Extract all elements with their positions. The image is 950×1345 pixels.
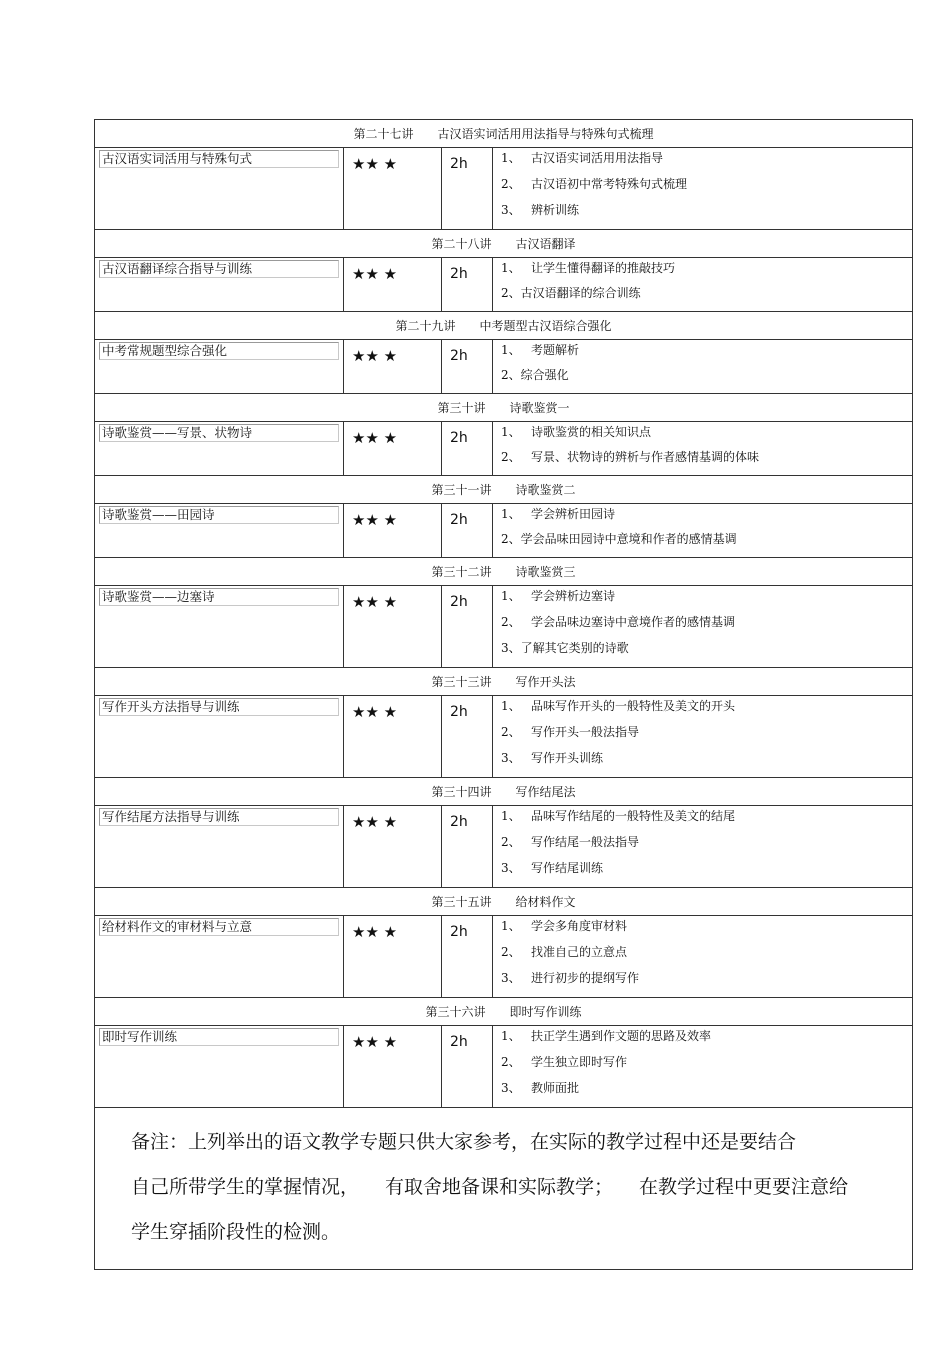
content-items [493, 258, 913, 312]
difficulty-stars: ★★ ★ [344, 340, 442, 394]
item-number: 2、 [501, 945, 521, 959]
content-item [501, 1081, 912, 1107]
topic-field: 诗歌鉴赏——写景、状物诗 [99, 424, 339, 442]
item-number: 1、 [501, 1029, 521, 1043]
outline-table [94, 119, 913, 1270]
item-text: 写景、状物诗的辨析与作者感情基调的体味 [531, 450, 760, 464]
topic-field: 即时写作训练 [99, 1028, 339, 1046]
item-text: 学会品味田园诗中意境和作者的感情基调 [520, 532, 737, 546]
lecture-detail-row [95, 1026, 913, 1108]
lecture-detail-row [95, 148, 913, 230]
topic-field: 写作结尾方法指导与训练 [99, 808, 339, 826]
topic-cell [95, 696, 344, 778]
content-items [493, 504, 913, 558]
lecture-title: 诗歌鉴赏三 [515, 565, 576, 579]
content-item [501, 971, 912, 997]
content-item [501, 1055, 912, 1081]
lecture-title: 即时写作训练 [509, 1005, 582, 1019]
lecture-number: 第二十八讲 [431, 237, 492, 251]
lecture-number: 第三十六讲 [425, 1005, 486, 1019]
item-number: 2、 [501, 368, 521, 382]
lecture-header [95, 558, 913, 586]
note-row [95, 1108, 913, 1270]
lecture-header [95, 778, 913, 806]
content-item [501, 641, 912, 667]
topic-cell [95, 148, 344, 230]
lecture-number: 第三十四讲 [431, 785, 492, 799]
content-items [493, 916, 913, 998]
difficulty-stars: ★★ ★ [344, 148, 442, 230]
item-number: 1、 [501, 589, 521, 603]
item-text: 扶正学生遇到作文题的思路及效率 [531, 1029, 712, 1043]
lecture-number: 第三十讲 [437, 401, 486, 415]
item-text: 诗歌鉴赏的相关知识点 [531, 425, 652, 439]
content-item [501, 699, 912, 725]
duration-hours: 2h [442, 148, 493, 230]
content-item [501, 589, 912, 615]
item-number: 2、 [501, 177, 521, 191]
content-item [501, 919, 912, 945]
note-cell [95, 1108, 913, 1270]
outline-body [95, 120, 913, 1270]
content-item [501, 532, 912, 557]
item-number: 2、 [501, 835, 521, 849]
item-text: 了解其它类别的诗歌 [520, 641, 629, 655]
lecture-header [95, 312, 913, 340]
lecture-detail-row [95, 340, 913, 394]
difficulty-stars: ★★ ★ [344, 586, 442, 668]
item-text: 综合强化 [520, 368, 569, 382]
topic-cell [95, 806, 344, 888]
topic-cell [95, 340, 344, 394]
lecture-header-row [95, 394, 913, 422]
item-number: 3、 [501, 1081, 521, 1095]
lecture-number: 第二十七讲 [353, 127, 414, 141]
difficulty-stars: ★★ ★ [344, 916, 442, 998]
topic-field: 中考常规题型综合强化 [99, 342, 339, 360]
content-items [493, 340, 913, 394]
item-number: 2、 [501, 286, 521, 300]
content-item [501, 203, 912, 229]
note-line-1: 备注：上列举出的语文教学专题只供大家参考，在实际的教学过程中还是要结合 [131, 1131, 797, 1153]
lecture-detail-row [95, 258, 913, 312]
lecture-header-row [95, 476, 913, 504]
item-number: 3、 [501, 203, 521, 217]
difficulty-stars: ★★ ★ [344, 504, 442, 558]
course-outline-table [94, 119, 912, 1270]
lecture-number: 第三十五讲 [431, 895, 492, 909]
lecture-header-row [95, 778, 913, 806]
duration-hours: 2h [442, 258, 493, 312]
content-item [501, 835, 912, 861]
content-items [493, 806, 913, 888]
lecture-title: 中考题型古汉语综合强化 [479, 319, 612, 333]
item-number: 3、 [501, 861, 521, 875]
item-number: 3、 [501, 971, 521, 985]
topic-field: 写作开头方法指导与训练 [99, 698, 339, 716]
content-item [501, 177, 912, 203]
item-text: 进行初步的提纲写作 [531, 971, 640, 985]
topic-cell [95, 504, 344, 558]
duration-hours: 2h [442, 696, 493, 778]
item-text: 学会辨析边塞诗 [531, 589, 616, 603]
note-line-3: 学生穿插阶段性的检测。 [131, 1221, 341, 1243]
duration-hours: 2h [442, 586, 493, 668]
item-text: 品味写作结尾的一般特性及美文的结尾 [531, 809, 736, 823]
item-text: 写作结尾训练 [531, 861, 604, 875]
lecture-header-row [95, 668, 913, 696]
content-item [501, 615, 912, 641]
lecture-number: 第三十一讲 [431, 483, 492, 497]
lecture-header-row [95, 998, 913, 1026]
lecture-number: 第三十三讲 [431, 675, 492, 689]
lecture-header-row [95, 230, 913, 258]
content-items [493, 1026, 913, 1108]
lecture-detail-row [95, 916, 913, 998]
lecture-header [95, 120, 913, 148]
content-item [501, 450, 912, 475]
lecture-detail-row [95, 586, 913, 668]
lecture-detail-row [95, 422, 913, 476]
item-text: 学会品味边塞诗中意境作者的感情基调 [531, 615, 736, 629]
duration-hours: 2h [442, 916, 493, 998]
lecture-header [95, 394, 913, 422]
content-items [493, 148, 913, 230]
content-item [501, 1029, 912, 1055]
item-number: 2、 [501, 1055, 521, 1069]
difficulty-stars: ★★ ★ [344, 1026, 442, 1108]
topic-field: 给材料作文的审材料与立意 [99, 918, 339, 936]
item-number: 1、 [501, 699, 521, 713]
item-number: 1、 [501, 343, 521, 357]
lecture-detail-row [95, 504, 913, 558]
item-text: 学生独立即时写作 [531, 1055, 628, 1069]
topic-field: 诗歌鉴赏——边塞诗 [99, 588, 339, 606]
difficulty-stars: ★★ ★ [344, 696, 442, 778]
item-number: 3、 [501, 751, 521, 765]
item-text: 写作结尾一般法指导 [531, 835, 640, 849]
item-number: 1、 [501, 809, 521, 823]
content-items [493, 422, 913, 476]
content-item [501, 343, 912, 368]
content-item [501, 368, 912, 393]
topic-field: 古汉语实词活用与特殊句式 [99, 150, 339, 168]
item-text: 古汉语实词活用用法指导 [531, 151, 664, 165]
topic-field: 古汉语翻译综合指导与训练 [99, 260, 339, 278]
lecture-number: 第二十九讲 [395, 319, 456, 333]
lecture-title: 诗歌鉴赏二 [515, 483, 576, 497]
item-number: 1、 [501, 151, 521, 165]
topic-cell [95, 586, 344, 668]
content-item [501, 151, 912, 177]
content-items [493, 696, 913, 778]
item-number: 2、 [501, 450, 521, 464]
content-item [501, 861, 912, 887]
lecture-header-row [95, 888, 913, 916]
lecture-header [95, 668, 913, 696]
lecture-header [95, 888, 913, 916]
item-number: 2、 [501, 615, 521, 629]
note-line-2b: 有取舍地备课和实际教学； [385, 1176, 614, 1198]
lecture-header-row [95, 120, 913, 148]
lecture-header [95, 230, 913, 258]
item-text: 写作开头一般法指导 [531, 725, 640, 739]
lecture-title: 写作开头法 [515, 675, 576, 689]
topic-cell [95, 916, 344, 998]
item-text: 让学生懂得翻译的推敲技巧 [531, 261, 676, 275]
lecture-title: 古汉语翻译 [515, 237, 576, 251]
item-number: 1、 [501, 425, 521, 439]
duration-hours: 2h [442, 504, 493, 558]
note-line-2a: 自己所带学生的掌握情况， [131, 1176, 360, 1198]
item-text: 品味写作开头的一般特性及美文的开头 [531, 699, 736, 713]
duration-hours: 2h [442, 422, 493, 476]
item-number: 3、 [501, 641, 521, 655]
topic-cell [95, 258, 344, 312]
content-item [501, 286, 912, 311]
topic-field: 诗歌鉴赏——田园诗 [99, 506, 339, 524]
difficulty-stars: ★★ ★ [344, 422, 442, 476]
item-text: 学会辨析田园诗 [531, 507, 616, 521]
lecture-title: 诗歌鉴赏一 [509, 401, 570, 415]
lecture-detail-row [95, 696, 913, 778]
lecture-number: 第三十二讲 [431, 565, 492, 579]
lecture-title: 写作结尾法 [515, 785, 576, 799]
item-text: 写作开头训练 [531, 751, 604, 765]
duration-hours: 2h [442, 1026, 493, 1108]
item-text: 教师面批 [531, 1081, 580, 1095]
item-text: 考题解析 [531, 343, 580, 357]
content-item [501, 261, 912, 286]
item-text: 古汉语初中常考特殊句式梳理 [531, 177, 688, 191]
content-item [501, 507, 912, 532]
lecture-detail-row [95, 806, 913, 888]
item-number: 1、 [501, 507, 521, 521]
item-text: 找准自己的立意点 [531, 945, 628, 959]
note-line-2 [131, 1165, 912, 1210]
lecture-header [95, 476, 913, 504]
note-line-2c: 在教学过程中更要注意给 [639, 1176, 849, 1198]
difficulty-stars: ★★ ★ [344, 806, 442, 888]
item-number: 1、 [501, 919, 521, 933]
lecture-header-row [95, 312, 913, 340]
content-items [493, 586, 913, 668]
topic-cell [95, 1026, 344, 1108]
item-text: 古汉语翻译的综合训练 [520, 286, 641, 300]
duration-hours: 2h [442, 340, 493, 394]
item-text: 辨析训练 [531, 203, 580, 217]
content-item [501, 725, 912, 751]
lecture-title: 给材料作文 [515, 895, 576, 909]
content-item [501, 425, 912, 450]
lecture-header [95, 998, 913, 1026]
lecture-title: 古汉语实词活用用法指导与特殊句式梳理 [437, 127, 654, 141]
topic-cell [95, 422, 344, 476]
duration-hours: 2h [442, 806, 493, 888]
content-item [501, 751, 912, 777]
difficulty-stars: ★★ ★ [344, 258, 442, 312]
content-item [501, 809, 912, 835]
item-number: 2、 [501, 532, 521, 546]
item-number: 1、 [501, 261, 521, 275]
content-item [501, 945, 912, 971]
item-number: 2、 [501, 725, 521, 739]
item-text: 学会多角度审材料 [531, 919, 628, 933]
lecture-header-row [95, 558, 913, 586]
